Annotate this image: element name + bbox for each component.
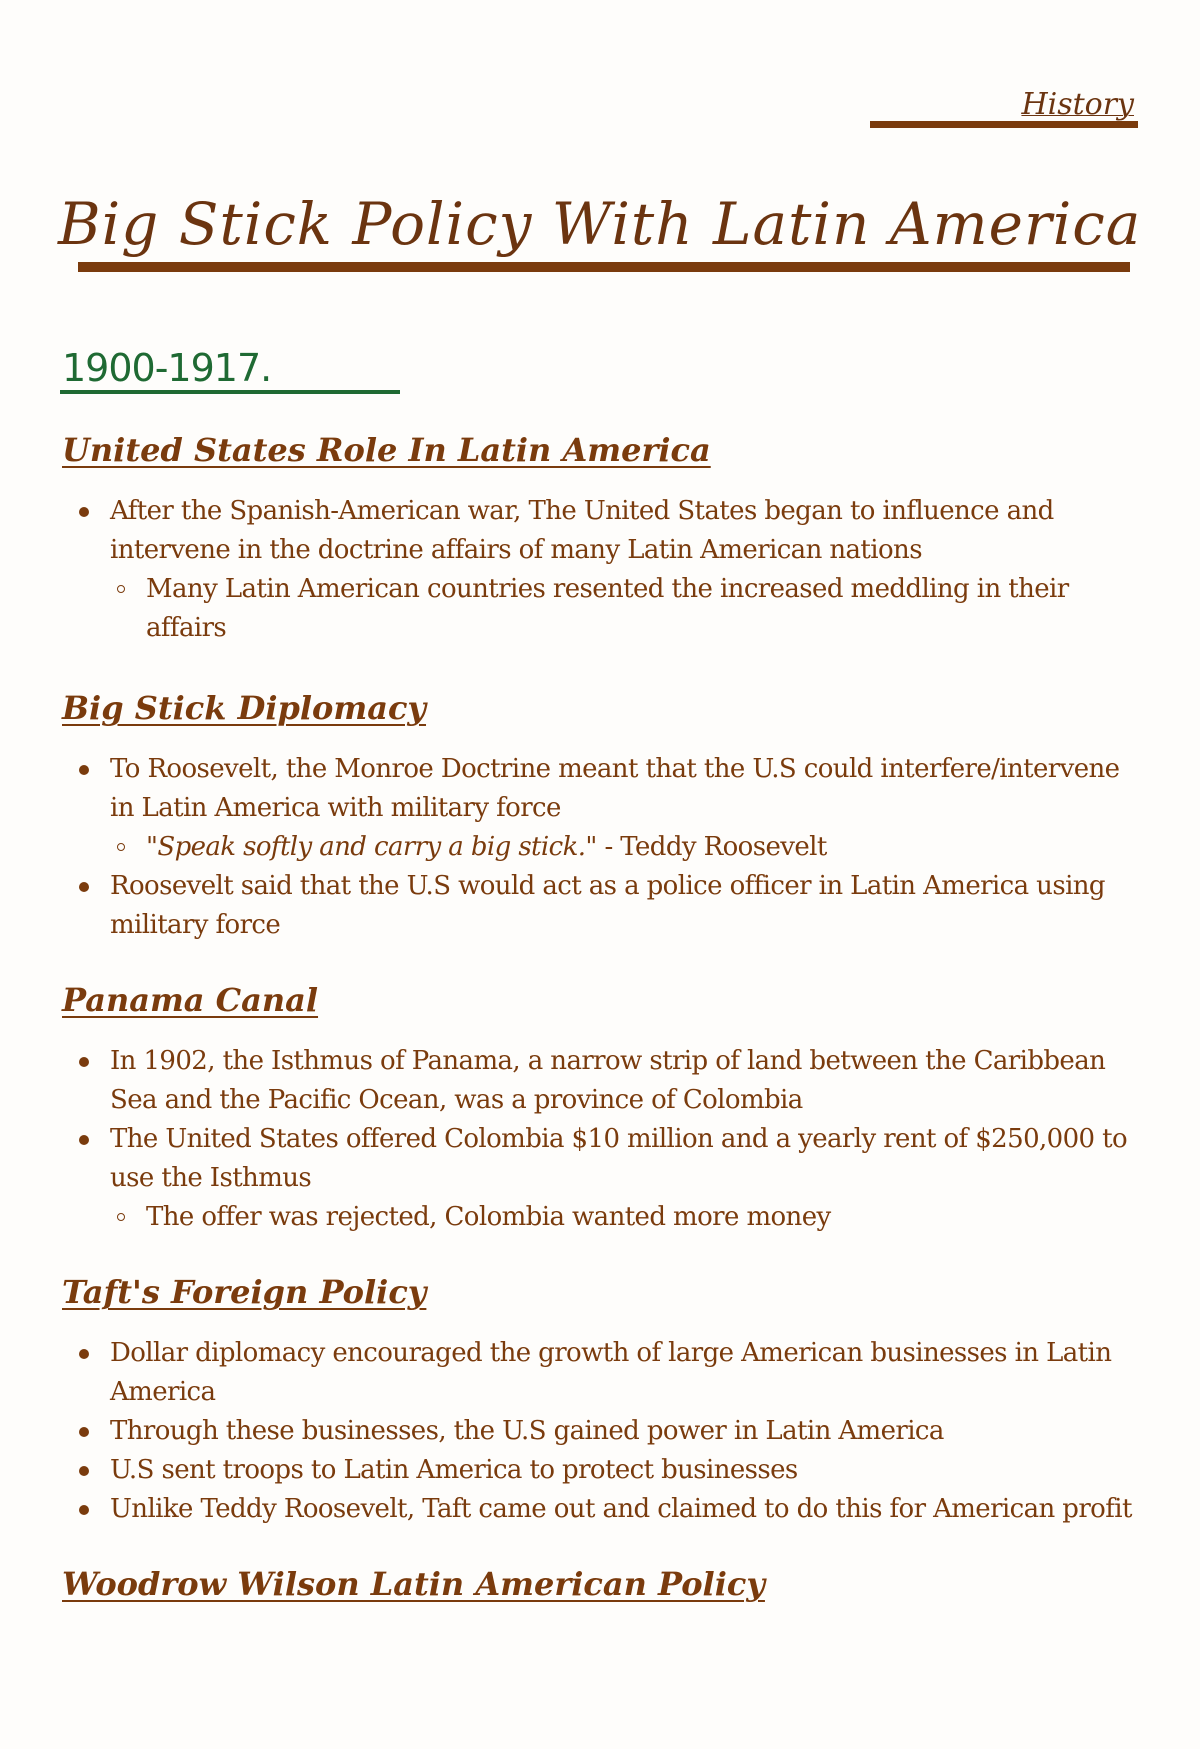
bullet-list (62, 1042, 1142, 1237)
subject-underline (870, 121, 1138, 128)
list-item-text: U.S sent troops to Latin America to protect businesses (110, 1455, 798, 1485)
subject-tag (870, 80, 1138, 128)
list-item (62, 1042, 1142, 1120)
bullet-icon (79, 1427, 89, 1437)
sub-bullet-icon (117, 843, 125, 851)
section-taft-policy (62, 1272, 1142, 1529)
list-item-text: Dollar diplomacy encouraged the growth of large American businesses in Latin America (110, 1338, 1112, 1407)
sub-bullet-list (62, 1198, 1142, 1237)
page-title-block (58, 190, 1142, 280)
list-item (62, 1120, 1142, 1237)
section-wilson-policy (62, 1564, 1142, 1604)
date-range: 1900-1917. (62, 346, 272, 390)
bullet-list (62, 492, 1142, 648)
quote-attribution: - Teddy Roosevelt (604, 832, 827, 862)
section-big-stick (62, 688, 1142, 945)
section-panama-canal (62, 980, 1142, 1237)
bullet-icon (79, 1135, 89, 1145)
subject-label: History (1021, 87, 1134, 122)
list-item (62, 1334, 1142, 1412)
bullet-icon (79, 1505, 89, 1515)
list-item (62, 1412, 1142, 1451)
list-item-text: After the Spanish-American war, The United States began to influence and intervene in the doctrine affairs of many Latin American nations (110, 496, 1054, 565)
sub-bullet-list (62, 570, 1142, 648)
sub-list-item (62, 1198, 1142, 1237)
bullet-icon (79, 882, 89, 892)
sub-bullet-list (62, 828, 1142, 867)
page-title: Big Stick Policy With Latin America (58, 190, 1142, 258)
title-underline (78, 262, 1130, 272)
list-item (62, 750, 1142, 867)
bullet-icon (79, 1349, 89, 1359)
list-item (62, 492, 1142, 648)
section-heading: Woodrow Wilson Latin American Policy (62, 1565, 765, 1603)
sub-bullet-icon (117, 1213, 125, 1221)
bullet-icon (79, 765, 89, 775)
bullet-list (62, 1334, 1142, 1529)
list-item-text: To Roosevelt, the Monroe Doctrine meant that the U.S could interfere/intervene in Latin America with military force (110, 754, 1120, 823)
sub-list-item-text: The offer was rejected, Colombia wanted more money (146, 1202, 831, 1232)
section-heading: Taft's Foreign Policy (62, 1273, 427, 1311)
list-item-text: Through these businesses, the U.S gained power in Latin America (110, 1416, 944, 1446)
sub-list-item-text: Many Latin American countries resented the increased meddling in their affairs (146, 574, 1069, 643)
date-range-underline (60, 390, 400, 394)
date-range-block (60, 338, 400, 394)
list-item (62, 1451, 1142, 1490)
list-item-text: Unlike Teddy Roosevelt, Taft came out and claimed to do this for American profit (110, 1494, 1132, 1524)
bullet-list (62, 750, 1142, 945)
section-heading: Big Stick Diplomacy (62, 689, 427, 727)
bullet-icon (79, 1466, 89, 1476)
sub-list-item (62, 828, 1142, 867)
sub-list-item (62, 570, 1142, 648)
list-item-text: In 1902, the Isthmus of Panama, a narrow strip of land between the Caribbean Sea and the Pacific Ocean, was a province of Colombia (110, 1046, 1106, 1115)
list-item (62, 867, 1142, 945)
bullet-icon (79, 1057, 89, 1067)
list-item-text: Roosevelt said that the U.S would act as a police officer in Latin America using military force (110, 871, 1105, 940)
sub-bullet-icon (117, 585, 125, 593)
section-heading: United States Role In Latin America (62, 431, 711, 469)
quote-text: "Speak softly and carry a big stick." (146, 832, 597, 862)
list-item-text: The United States offered Colombia $10 million and a yearly rent of $250,000 to use the Isthmus (110, 1124, 1128, 1193)
bullet-icon (79, 507, 89, 517)
list-item (62, 1490, 1142, 1529)
section-heading: Panama Canal (62, 981, 319, 1019)
section-us-role (62, 430, 1142, 648)
